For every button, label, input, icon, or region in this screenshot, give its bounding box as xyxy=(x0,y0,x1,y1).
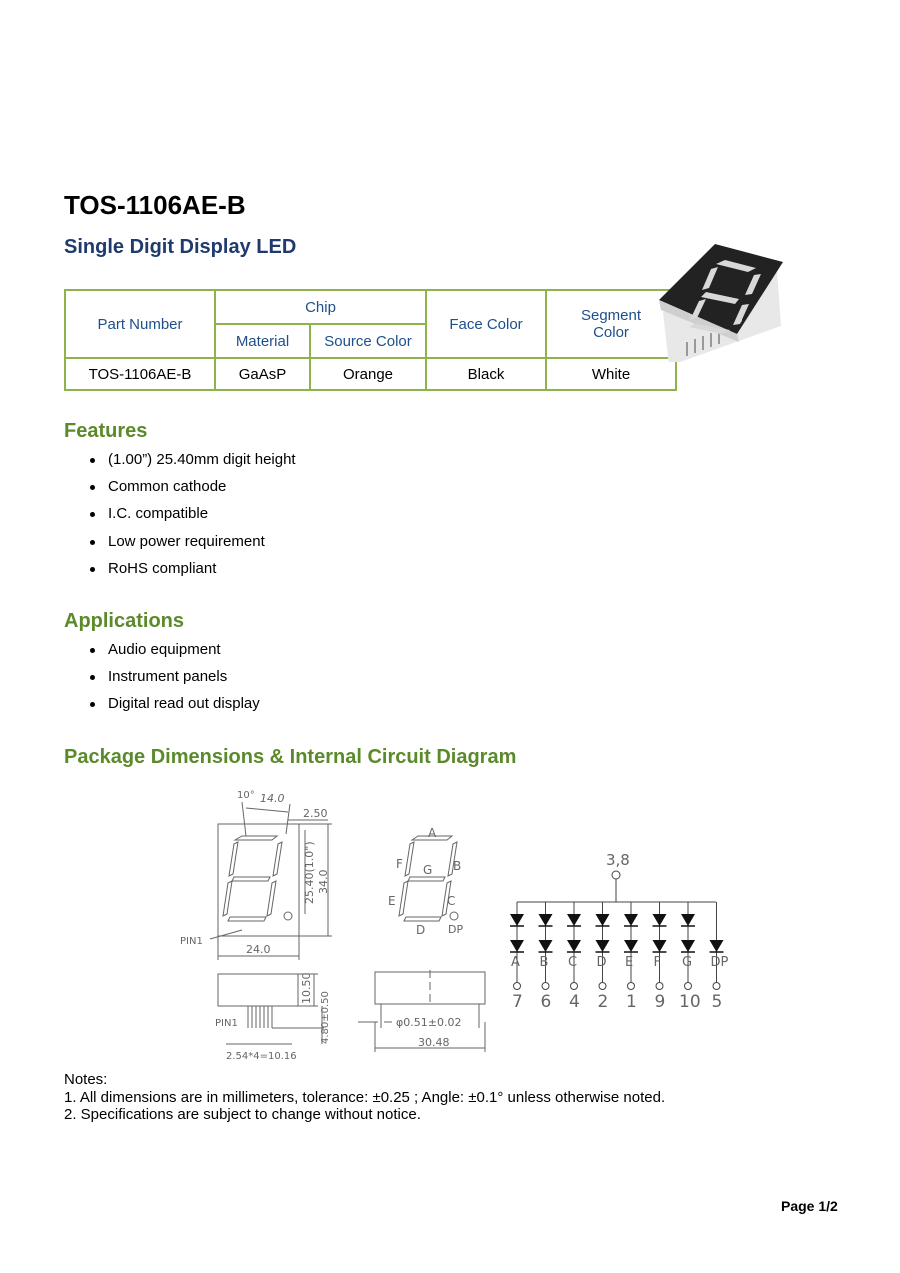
body-width-label: 24.0 xyxy=(246,943,271,956)
pin-number-label: 6 xyxy=(540,992,552,1012)
pin-number-label: 1 xyxy=(626,992,637,1012)
circuit-channel xyxy=(539,902,553,1012)
list-item: RoHS compliant xyxy=(86,560,296,587)
part-title: TOS-1106AE-B xyxy=(64,190,246,220)
table-row xyxy=(65,358,676,390)
diode-icon xyxy=(510,940,524,952)
diode-icon xyxy=(653,914,667,926)
segment-label: E xyxy=(625,955,634,970)
pin-number-label: 4 xyxy=(569,992,580,1012)
segment-label-e: E xyxy=(388,894,396,908)
circuit-channel xyxy=(596,902,610,1012)
diode-icon xyxy=(567,914,581,926)
segment-label-c: C xyxy=(447,894,456,908)
diode-icon xyxy=(710,940,724,952)
common-pins-label: 3,8 xyxy=(606,851,630,869)
applications-heading: Applications xyxy=(64,610,185,632)
notes xyxy=(64,1071,665,1124)
diode-icon xyxy=(624,940,638,952)
pin-pitch-label: 2.54*4=10.16 xyxy=(226,1051,297,1062)
pin1-label-side: PIN1 xyxy=(215,1018,238,1029)
segment-label-b: B xyxy=(453,859,462,873)
header-part-number: Part Number xyxy=(65,290,215,358)
header-face-color: Face Color xyxy=(426,290,546,358)
diode-icon xyxy=(681,914,695,926)
segment-label-g: G xyxy=(423,863,433,877)
diode-icon xyxy=(567,940,581,952)
diode-icon xyxy=(596,940,610,952)
note-line: 1. All dimensions are in millimeters, tolerance: ±0.25 ; Angle: ±0.1° unless otherwise noted. xyxy=(64,1088,666,1106)
segment-label: G xyxy=(682,955,693,970)
pin-number-label: 5 xyxy=(711,992,723,1012)
segment-label: D xyxy=(596,955,607,970)
pin-diameter-label: φ0.51±0.02 xyxy=(396,1016,462,1029)
tilt-width-label: 14.0 xyxy=(260,792,285,805)
notes-title: Notes: xyxy=(64,1071,108,1088)
diode-icon xyxy=(653,940,667,952)
cell-face-color: Black xyxy=(426,358,546,390)
segment-map xyxy=(399,836,458,921)
pin1-label-front: PIN1 xyxy=(180,936,203,947)
applications-list xyxy=(86,641,260,723)
list-item: Low power requirement xyxy=(86,533,296,560)
product-image xyxy=(655,242,790,362)
cell-segment-color: White xyxy=(546,358,676,390)
page-subtitle: Single Digit Display LED xyxy=(64,236,297,258)
pin-number-label: 7 xyxy=(512,992,523,1012)
diode-icon xyxy=(596,914,610,926)
pin-terminal-icon xyxy=(713,983,720,990)
circuit-channel xyxy=(679,902,701,1012)
header-material: Material xyxy=(215,324,310,358)
body-depth-label: 10.50 xyxy=(300,972,313,1004)
cell-part-number: TOS-1106AE-B xyxy=(65,358,215,390)
header-segment-color: Segment Color xyxy=(546,290,676,358)
pin-terminal-icon xyxy=(542,983,549,990)
segment-label: F xyxy=(653,955,661,970)
segment-label-dp: DP xyxy=(448,923,464,936)
circuit-channel xyxy=(653,902,667,1012)
pin-number-label: 9 xyxy=(654,992,666,1012)
pin-terminal-icon xyxy=(685,983,692,990)
spec-table xyxy=(64,289,677,391)
diode-icon xyxy=(681,940,695,952)
package-heading: Package Dimensions & Internal Circuit Diagram xyxy=(64,746,517,768)
pin-length-label: 4.80±0.50 xyxy=(320,991,331,1044)
pin-number-label: 2 xyxy=(597,992,609,1012)
page-number: Page 1/2 xyxy=(781,1198,838,1214)
package-diagram xyxy=(160,782,740,1067)
header-source-color: Source Color xyxy=(310,324,426,358)
list-item: I.C. compatible xyxy=(86,505,296,532)
row-spacing-label: 30.48 xyxy=(418,1036,450,1049)
list-item: Digital read out display xyxy=(86,695,260,722)
segment-label: B xyxy=(539,955,549,970)
segment-label: C xyxy=(568,955,578,970)
list-item: Audio equipment xyxy=(86,641,260,668)
cell-source-color: Orange xyxy=(310,358,426,390)
segment-label-a: A xyxy=(428,826,437,840)
pin-terminal-icon xyxy=(599,983,606,990)
features-heading: Features xyxy=(64,420,148,442)
circuit-wiring xyxy=(517,871,716,902)
list-item: (1.00”) 25.40mm digit height xyxy=(86,451,296,478)
pin-terminal-icon xyxy=(656,983,663,990)
diode-icon xyxy=(510,914,524,926)
list-item: Instrument panels xyxy=(86,668,260,695)
pin-number-label: 10 xyxy=(679,992,701,1012)
segment-offset-label: 2.50 xyxy=(303,807,328,820)
segment-label: A xyxy=(511,955,520,970)
segment-label-d: D xyxy=(416,923,426,937)
segment-label-f: F xyxy=(396,857,403,871)
pin-terminal-icon xyxy=(628,983,635,990)
pin-terminal-icon xyxy=(571,983,578,990)
segment-label: DP xyxy=(710,955,729,970)
body-height-label: 34.0 xyxy=(317,869,330,894)
pin-terminal-icon xyxy=(514,983,521,990)
diode-icon xyxy=(624,914,638,926)
circuit-channel xyxy=(710,902,729,1012)
circuit-channel xyxy=(624,902,638,1012)
features-list xyxy=(86,451,296,587)
angle-label: 10° xyxy=(237,790,255,801)
note-line: 2. Specifications are subject to change without notice. xyxy=(64,1106,421,1123)
list-item: Common cathode xyxy=(86,478,296,505)
circuit-channel xyxy=(567,902,581,1012)
header-chip: Chip xyxy=(215,290,426,324)
circuit-channels xyxy=(510,902,729,1012)
diode-icon xyxy=(539,914,553,926)
circuit-channel xyxy=(510,902,524,1012)
cell-material: GaAsP xyxy=(215,358,310,390)
diode-icon xyxy=(539,940,553,952)
digit-height-label: 25.40(1.0") xyxy=(303,841,316,904)
